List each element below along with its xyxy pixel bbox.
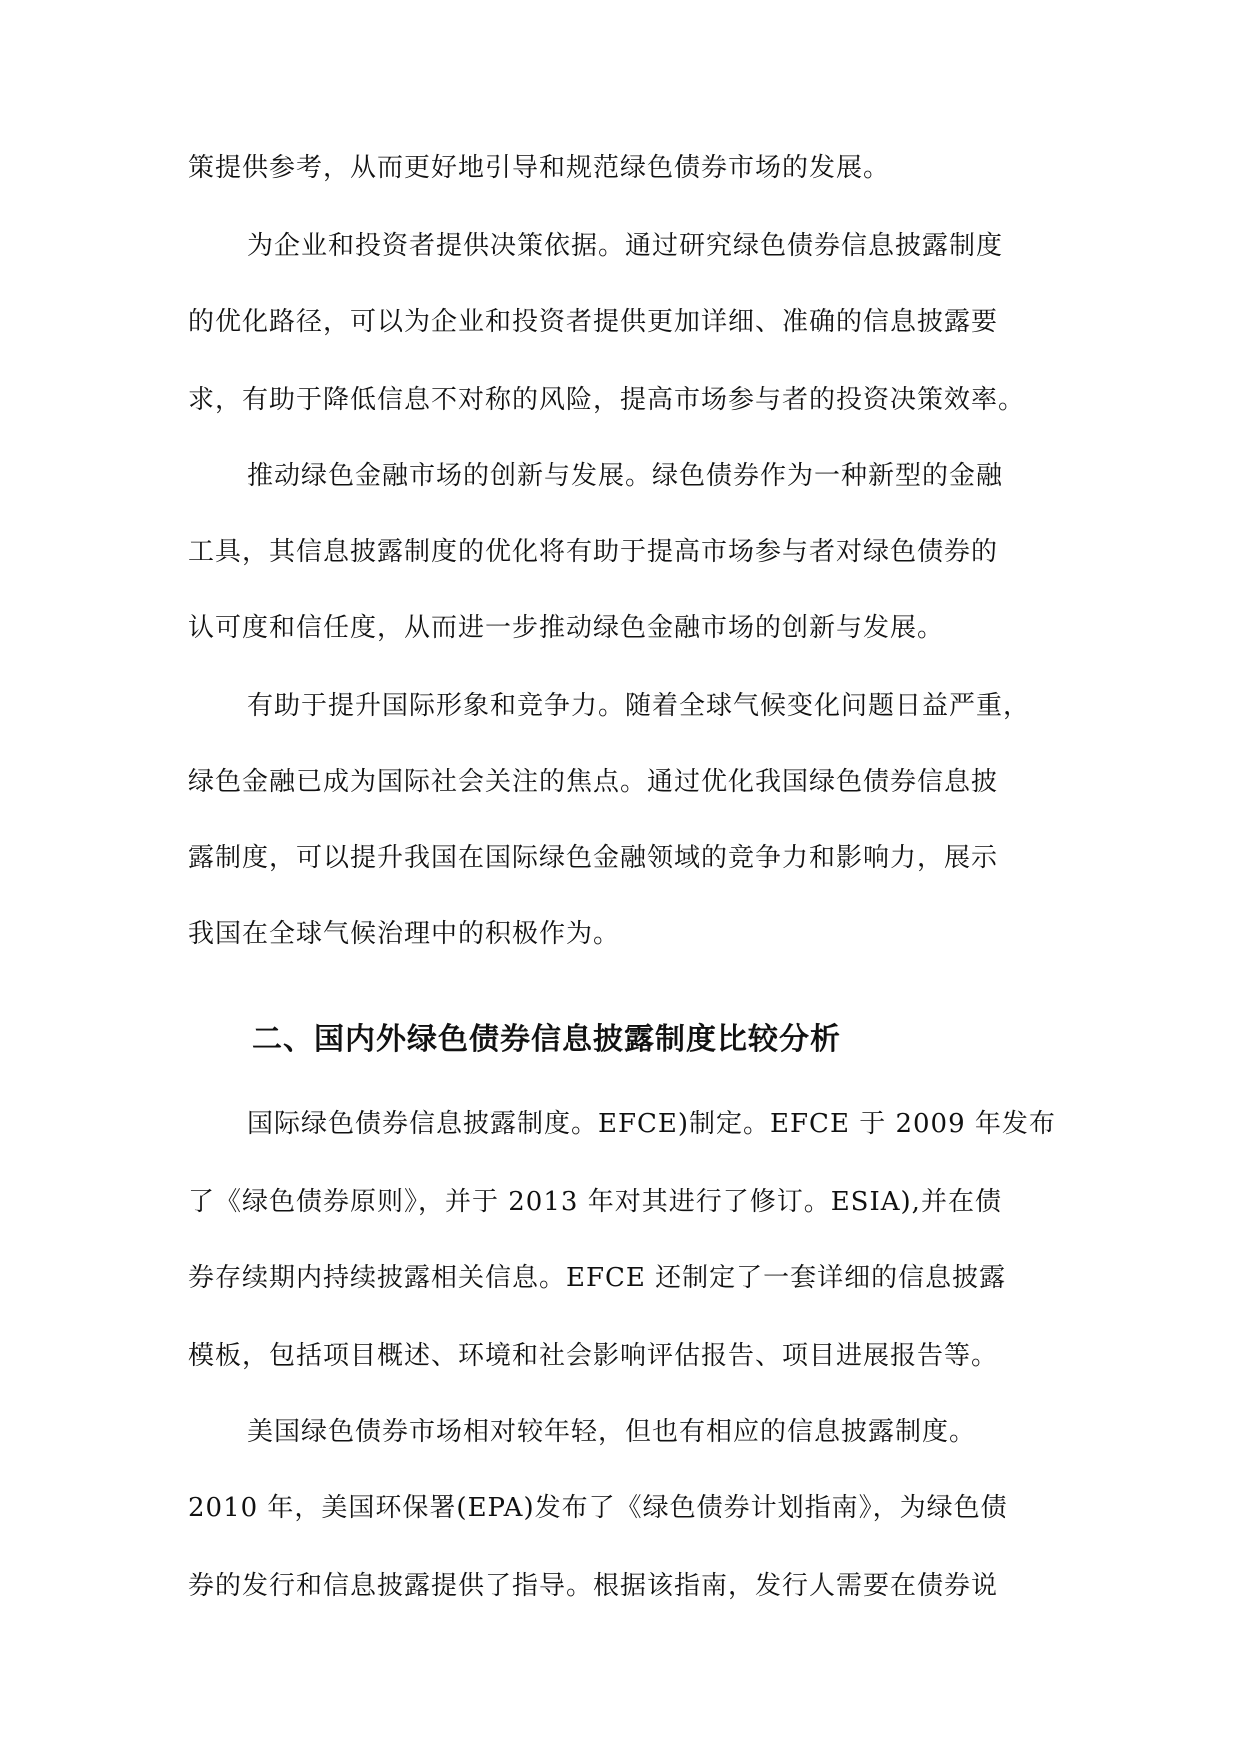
text-line: 露制度，可以提升我国在国际绿色金融领域的竞争力和影响力，展示	[188, 843, 999, 873]
text-line: 绿色金融已成为国际社会关注的焦点。通过优化我国绿色债券信息披	[188, 767, 999, 797]
paragraph-first-line: 美国绿色债券市场相对较年轻，但也有相应的信息披露制度。	[247, 1417, 977, 1447]
paragraph-first-line: 推动绿色金融市场的创新与发展。绿色债券作为一种新型的金融	[247, 461, 1004, 491]
text-line: 券的发行和信息披露提供了指导。根据该指南，发行人需要在债券说	[188, 1571, 999, 1601]
paragraph-first-line: 国际绿色债券信息披露制度。EFCE)制定。EFCE 于 2009 年发布	[247, 1109, 1056, 1139]
text-line: 了《绿色债券原则》，并于 2013 年对其进行了修订。ESIA),并在债	[188, 1187, 1002, 1217]
section-heading: 二、国内外绿色债券信息披露制度比较分析	[252, 1022, 841, 1057]
text-line: 券存续期内持续披露相关信息。EFCE 还制定了一套详细的信息披露	[188, 1263, 1007, 1293]
paragraph-first-line: 有助于提升国际形象和竞争力。随着全球气候变化问题日益严重，	[247, 691, 1031, 721]
text-line: 策提供参考，从而更好地引导和规范绿色债券市场的发展。	[188, 153, 891, 183]
text-line: 认可度和信任度，从而进一步推动绿色金融市场的创新与发展。	[188, 613, 945, 643]
text-line: 求，有助于降低信息不对称的风险，提高市场参与者的投资决策效率。	[188, 385, 1026, 415]
text-line: 的优化路径，可以为企业和投资者提供更加详细、准确的信息披露要	[188, 307, 999, 337]
text-line: 我国在全球气候治理中的积极作为。	[188, 919, 621, 949]
text-line: 2010 年，美国环保署(EPA)发布了《绿色债券计划指南》，为绿色债	[188, 1493, 1008, 1523]
text-line: 工具，其信息披露制度的优化将有助于提高市场参与者对绿色债券的	[188, 537, 999, 567]
text-line: 模板，包括项目概述、环境和社会影响评估报告、项目进展报告等。	[188, 1341, 999, 1371]
paragraph-first-line: 为企业和投资者提供决策依据。通过研究绿色债券信息披露制度	[247, 231, 1004, 261]
